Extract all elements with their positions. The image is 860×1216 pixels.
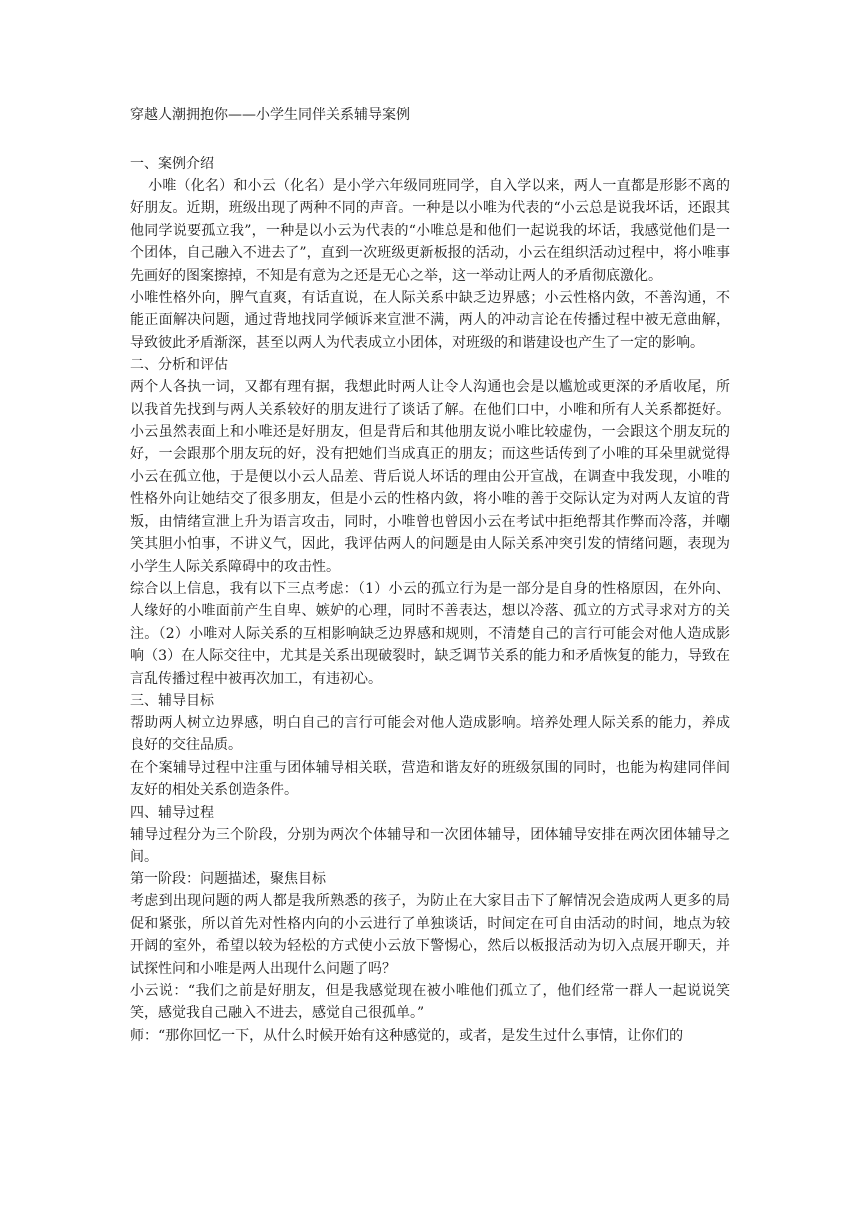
paragraph: 综合以上信息，我有以下三点考虑：（1）小云的孤立行为是一部分是自身的性格原因，在外向、人缘好的小唯面前产生自卑、嫉妒的心理，同时不善表达，想以冷落、孤立的方式寻求对方的关注。（2）小唯对人际关系的互相影响缺乏边界感和规则，不清楚自己的言行可能会对他人造成影响（3）在人际交往中，尤其是关系出现破裂时，缺乏调节关系的能力和矛盾恢复的能力，导致在言乱传播过程中被再次加工，有违初心。 <box>130 580 730 687</box>
stage-heading: 第一阶段：问题描述，聚焦目标 <box>130 871 326 888</box>
section-heading-process: 四、辅导过程 <box>130 804 214 821</box>
paragraph: 考虑到出现问题的两人都是我所熟悉的孩子，为防止在大家目击下了解情况会造成两人更多的局促和紧张，所以首先对性格内向的小云进行了单独谈话，时间定在可自由活动的时间，地点为较开阔的室外，希望以较为轻松的方式使小云放下警惕心，然后以板报活动为切入点展开聊天，并试探性问和小唯是两人出现什么问题了吗？ <box>130 893 730 977</box>
paragraph: 小唯性格外向，脾气直爽，有话直说，在人际关系中缺乏边界感；小云性格内敛，不善沟通，不能正面解决问题，通过背地找同学倾诉来宣泄不满，两人的冲动言论在传播过程中被无意曲解，导致彼此矛盾渐深，甚至以两人为代表成立小团体，对班级的和谐建设也产生了一定的影响。 <box>130 290 730 351</box>
paragraph: 在个案辅导过程中注重与团体辅导相关联，营造和谐友好的班级氛围的同时，也能为构建同伴间友好的相处关系创造条件。 <box>130 759 730 799</box>
paragraph: 小唯（化名）和小云（化名）是小学六年级同班同学，自入学以来，两人一直都是形影不离的好朋友。近期，班级出现了两种不同的声音。一种是以小唯为代表的“小云总是说我坏话，还跟其他同学说要孤立我”，一种是以小云为代表的“小唯总是和他们一起说我的坏话，我感觉他们是一个团体，自己融入不进去了”，直到一次班级更新板报的活动，小云在组织活动过程中，将小唯事先画好的图案擦掉，不知是有意为之还是无心之举，这一举动让两人的矛盾彻底激化。 <box>130 178 730 284</box>
section-heading-case-intro: 一、案例介绍 <box>130 156 214 172</box>
paragraph: 两个人各执一词，又都有理有据，我想此时两人让令人沟通也会是以尴尬或更深的矛盾收尾，所以我首先找到与两人关系较好的朋友进行了谈话了解。在他们口中，小唯和所有人关系都挺好。小云虽然表面上和小唯还是好朋友，但是背后和其他朋友说小唯比较虚伪，一会跟这个朋友玩的好，一会跟那个朋友玩的好，没有把她们当成真正的朋友；而这些话传到了小唯的耳朵里就觉得小云在孤立他，于是便以小云人品差、背后说人坏话的理由公开宣战，在调查中我发现，小唯的性格外向让她结交了很多朋友，但是小云的性格内敛，将小唯的善于交际认定为对两人友谊的背叛，由情绪宣泄上升为语言攻击，同时，小唯曾也曾因小云在考试中拒绝帮其作弊而冷落，并嘲笑其胆小怕事，不讲义气，因此，我评估两人的问题是由人际关系冲突引发的情绪问题，表现为小学生人际关系障碍中的攻击性。 <box>130 379 730 575</box>
section-heading-analysis: 二、分析和评估 <box>130 357 228 374</box>
dialogue-paragraph: 小云说：“我们之前是好朋友，但是我感觉现在被小唯他们孤立了，他们经常一群人一起说说笑笑，感觉我自己融入不进去，感觉自己很孤单。” <box>130 983 730 1022</box>
paragraph: 帮助两人树立边界感，明白自己的言行可能会对他人造成影响。培养处理人际关系的能力，养成良好的交往品质。 <box>130 714 730 754</box>
section-heading-goals: 三、辅导目标 <box>130 692 214 709</box>
paragraph: 辅导过程分为三个阶段，分别为两次个体辅导和一次团体辅导，团体辅导安排在两次团体辅导之间。 <box>130 826 730 865</box>
dialogue-paragraph: 师：“那你回忆一下，从什么时候开始有这种感觉的，或者，是发生过什么事情，让你们的 <box>130 1027 684 1044</box>
document-title: 穿越人潮拥抱你——小学生同伴关系辅导案例 <box>130 107 410 123</box>
